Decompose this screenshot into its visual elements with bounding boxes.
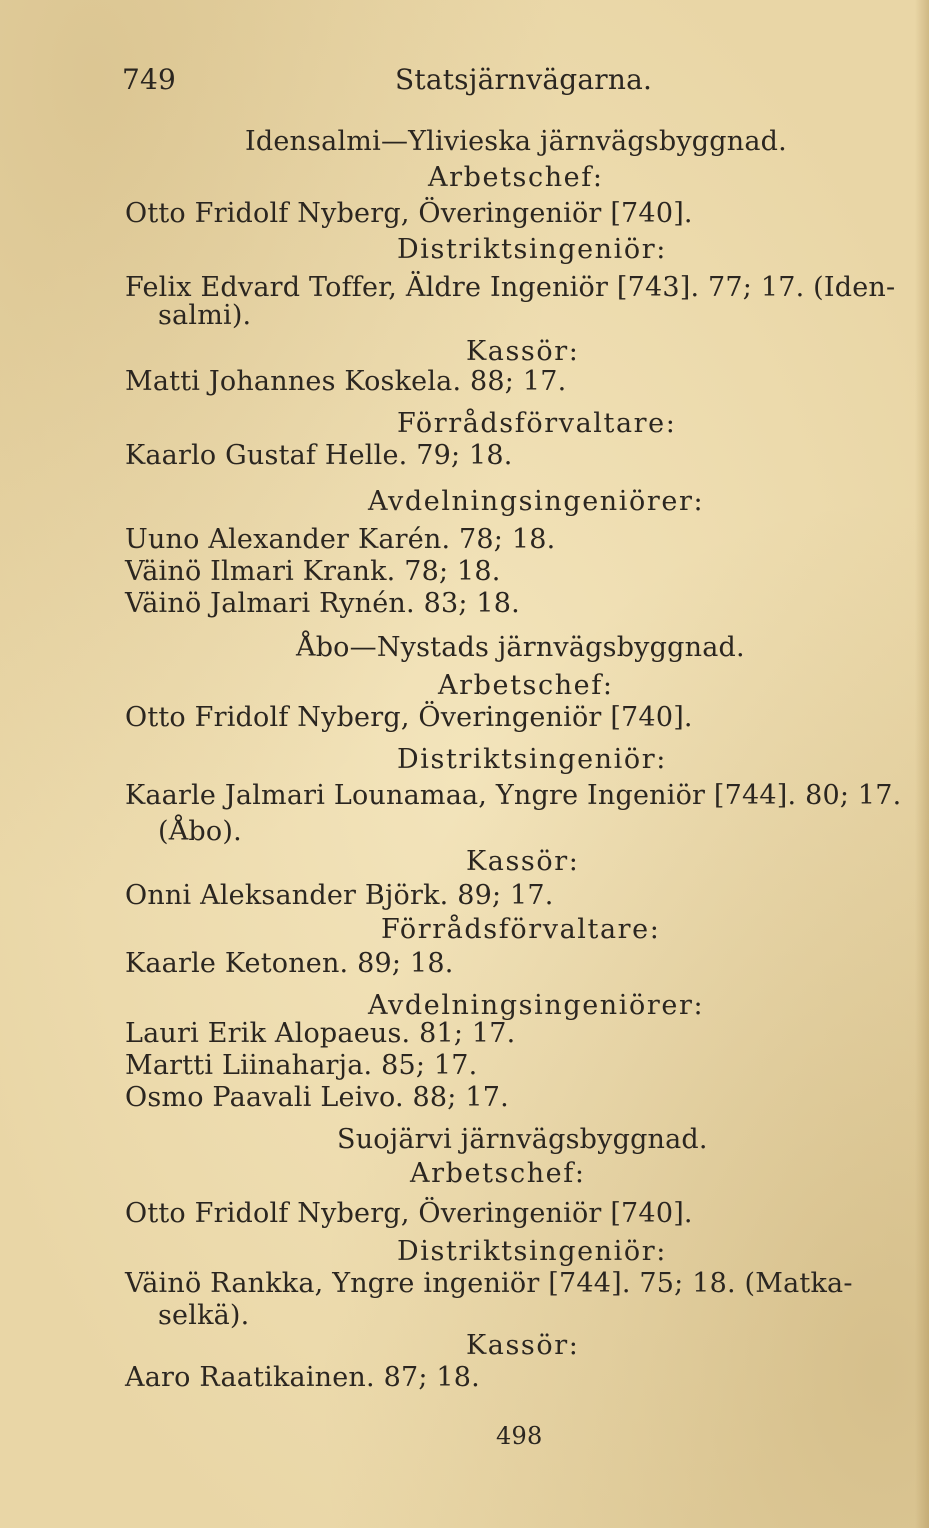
entry-line: Otto Fridolf Nyberg, Överingeniör [740]. xyxy=(125,198,693,229)
section-title: Idensalmi—Ylivieska järnvägsbyggnad. xyxy=(245,126,787,157)
role-heading: Förrådsförvaltare: xyxy=(397,408,677,439)
entry-line: Martti Liinaharja. 85; 17. xyxy=(125,1050,478,1081)
entry-line-continued: salmi). xyxy=(158,300,252,331)
entry-line: Väinö Jalmari Rynén. 83; 18. xyxy=(125,588,520,619)
role-heading: Avdelningsingeniörer: xyxy=(368,990,705,1021)
entry-line-continued: selkä). xyxy=(158,1300,250,1331)
entry-line: Väinö Rankka, Yngre ingeniör [744]. 75; 18. (Matka- xyxy=(125,1268,853,1299)
role-heading: Distriktsingeniör: xyxy=(397,234,667,265)
role-heading: Kassör: xyxy=(466,336,580,367)
entry-line: Kaarlo Gustaf Helle. 79; 18. xyxy=(125,440,513,471)
entry-line: Väinö Ilmari Krank. 78; 18. xyxy=(125,556,501,587)
page-number: 749 xyxy=(122,63,177,96)
entry-line: Matti Johannes Koskela. 88; 17. xyxy=(125,366,567,397)
role-heading: Distriktsingeniör: xyxy=(397,1236,667,1267)
entry-line-continued: (Åbo). xyxy=(158,816,242,847)
entry-line: Lauri Erik Alopaeus. 81; 17. xyxy=(125,1018,516,1049)
role-heading: Arbetschef: xyxy=(410,1158,586,1189)
signature-number: 498 xyxy=(496,1422,543,1450)
entry-line: Aaro Raatikainen. 87; 18. xyxy=(125,1362,480,1393)
role-heading: Arbetschef: xyxy=(438,670,614,701)
entry-line: Osmo Paavali Leivo. 88; 17. xyxy=(125,1082,509,1113)
entry-line: Felix Edvard Toffer, Äldre Ingeniör [743]. 77; 17. (Iden- xyxy=(125,272,896,303)
role-heading: Avdelningsingeniörer: xyxy=(368,486,705,517)
entry-line: Otto Fridolf Nyberg, Överingeniör [740]. xyxy=(125,702,693,733)
entry-line: Kaarle Ketonen. 89; 18. xyxy=(125,948,454,979)
section-title: Åbo—Nystads järnvägsbyggnad. xyxy=(296,632,745,663)
section-title: Suojärvi järnvägsbyggnad. xyxy=(337,1124,708,1155)
role-heading: Arbetschef: xyxy=(428,162,604,193)
entry-line: Uuno Alexander Karén. 78; 18. xyxy=(125,524,556,555)
entry-line: Onni Aleksander Björk. 89; 17. xyxy=(125,880,554,911)
page-edge-shadow xyxy=(915,0,929,1528)
role-heading: Distriktsingeniör: xyxy=(397,744,667,775)
entry-line: Otto Fridolf Nyberg, Överingeniör [740]. xyxy=(125,1198,693,1229)
role-heading: Kassör: xyxy=(466,1330,580,1361)
role-heading: Förrådsförvaltare: xyxy=(381,914,661,945)
running-title: Statsjärnvägarna. xyxy=(395,63,653,96)
entry-line: Kaarle Jalmari Lounamaa, Yngre Ingeniör [744]. 80; 17. xyxy=(125,780,902,811)
role-heading: Kassör: xyxy=(466,846,580,877)
